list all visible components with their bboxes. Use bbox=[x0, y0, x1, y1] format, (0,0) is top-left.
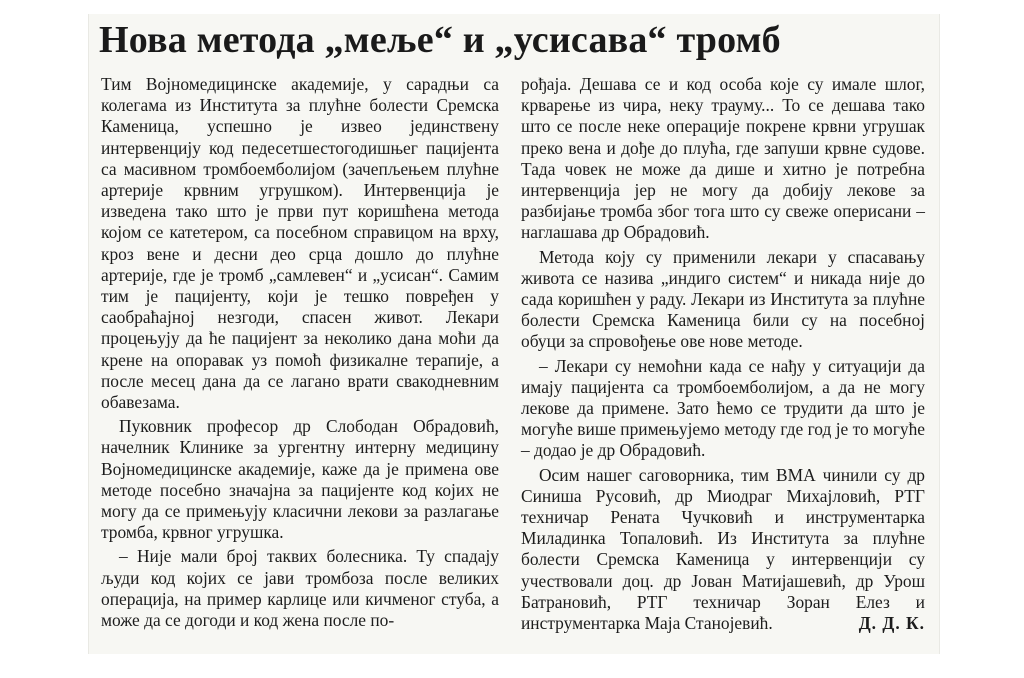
paragraph: рођаја. Дешава се и код особа које су имале шлог, крварење из чира, неку трауму... То се дешава тако што се после неке операције покрене крвни угрушак преко вена и дође до плућа, где запуши крвне судове. Тада човек не може да дише и хитно је потребна интервенција јер не могу да добију лекове за разбијање тромба због тога што су свеже оперисани – наглашава др Обрадовић. bbox=[521, 74, 925, 243]
paragraph: – Лекари су немоћни када се нађу у ситуацији да имају пацијента са тромбоемболијом, а да не могу лекове да примене. Зато ћемо се трудити да што је могуће више примењујемо методу где год је то могуће – додао је др Обрадовић. bbox=[521, 355, 925, 461]
author-signature: Д. Д. К. bbox=[858, 613, 925, 634]
article-column-left bbox=[101, 74, 499, 634]
paragraph-text: Осим нашег саговорника, тим ВМА чинили су др Синиша Русовић, др Миодраг Михајловић, РТГ техничар Рената Чучковић и инструментарка Миладинка Топаловић. Из Института за плућне болести Сремска Каменица у интервенцији су учествовали доц. др Јован Матијашевић, др Урош Батрановић, РТГ техничар Зоран Елез и инструментарка Маја Станојевић. bbox=[521, 464, 925, 634]
paragraph: – Није мали број таквих болесника. Ту спадају људи код којих се јави тромбоза после великих операција, на пример карлице или кичменог стуба, а може да се догоди и код жена после по- bbox=[101, 546, 499, 631]
article-column-right bbox=[521, 74, 925, 637]
paragraph: Тим Војномедицинске академије, у сарадњи са колегама из Института за плућне болести Сремска Каменица, успешно је извео јединствену интервенцију код педесетшестогодишњег пацијента са масивном тромбоемболијом (зачепљењем плућне артерије крвним угрушком). Интервенција је изведена тако што је први пут коришћена метода којом се катетером, са посебном справицом на врху, кроз вене и десни део срца дошло до плућне артерије, где је тромб „самлевен“ и „усисан“. Самим тим је пацијенту, који је тешко повређен у саобраћајној незгоди, спасен живот. Лекари процењују да ће пацијент за неколико дана моћи да крене на опоравак уз помоћ физикалне терапије, а после месец дана да се лагано врати свакодневним обавезама. bbox=[101, 74, 499, 413]
newspaper-clipping bbox=[88, 14, 940, 654]
paragraph: Пуковник професор др Слободан Обрадовић, начелник Клинике за ургентну интерну медицину Војномедицинске академије, каже да је примена ове методе посебно значајна за пацијенте код којих не могу да се примењују класични лекови за разлагање тромба, крвног угрушка. bbox=[101, 416, 499, 543]
paragraph: Метода коју су применили лекари у спасавању живота се назива „индиго систем“ и никада није до сада коришћен у раду. Лекари из Института за плућне болести Сремска Каменица били су на посебној обуци за спровођење ове нове методе. bbox=[521, 246, 925, 352]
paragraph-last bbox=[521, 465, 925, 635]
article-headline: Нова метода „меље“ и „усисава“ тромб bbox=[99, 19, 781, 61]
